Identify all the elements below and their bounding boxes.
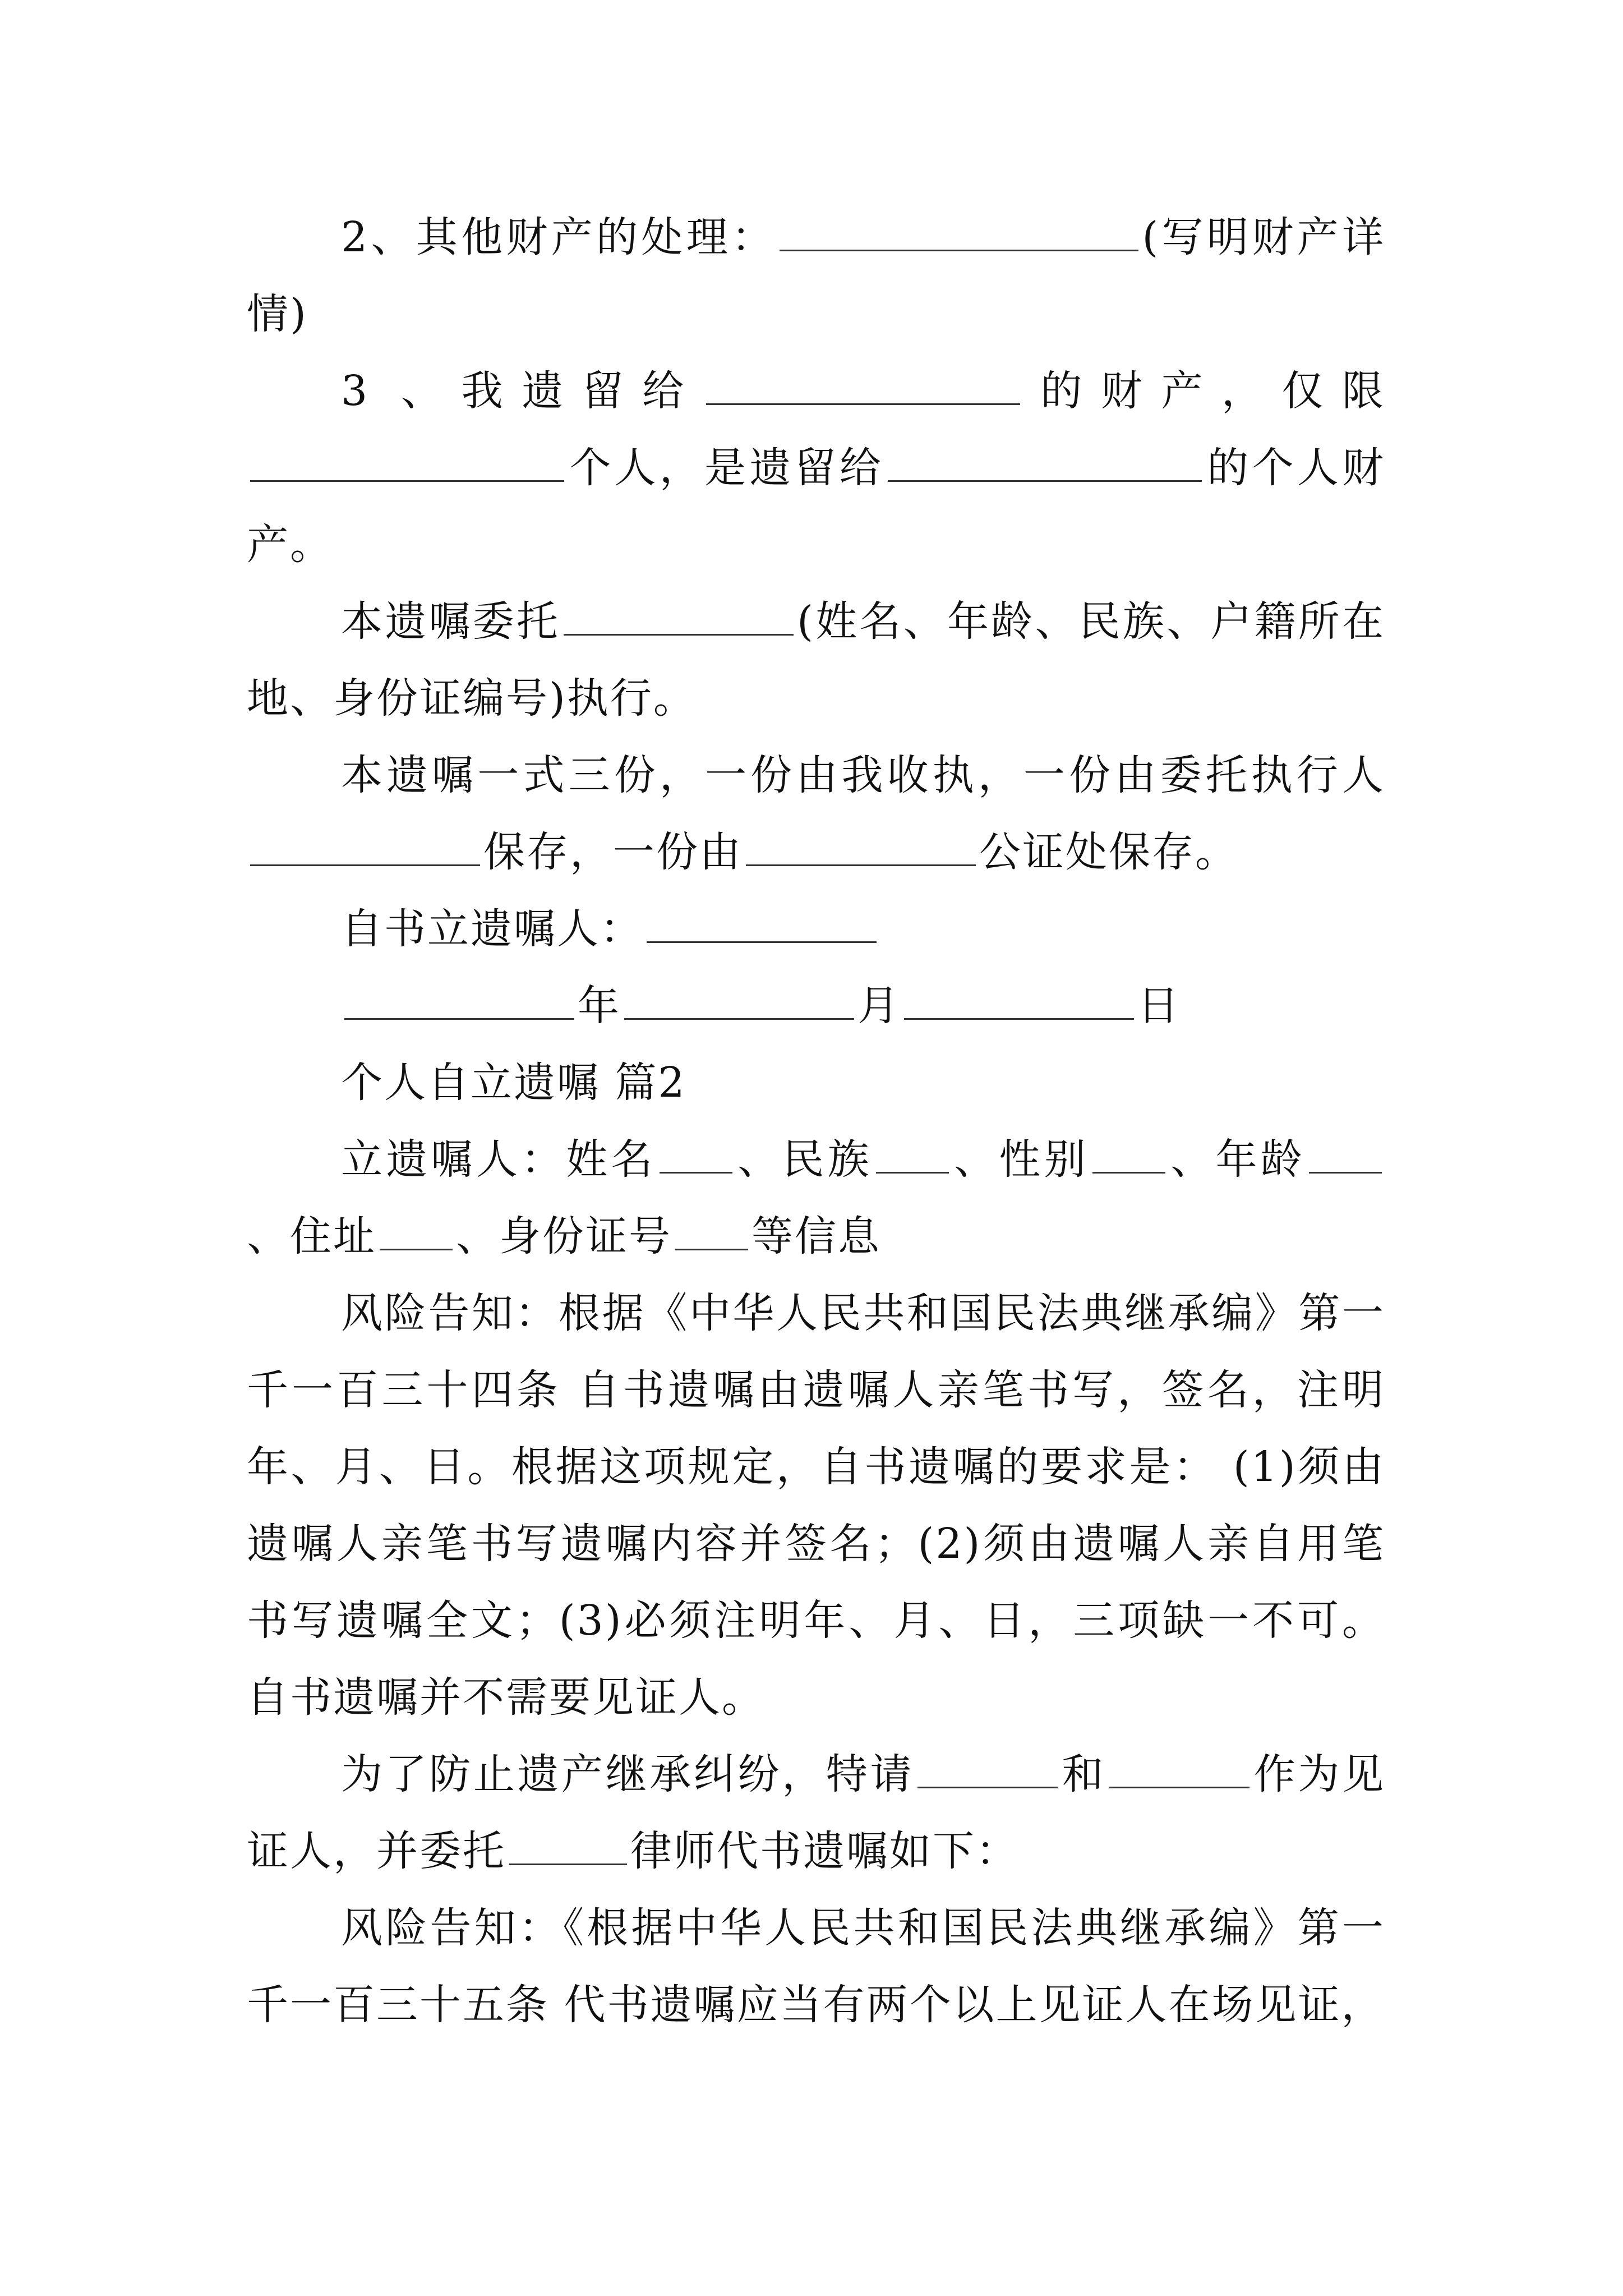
fill-blank bbox=[1309, 1137, 1382, 1174]
text-run: (姓名、年龄、民族、户籍所在地、身份证编号)执行。 bbox=[247, 597, 1386, 723]
section-title-text: 个人自立遗嘱 篇2 bbox=[341, 1059, 686, 1107]
text-run: 、住址 bbox=[247, 1212, 376, 1260]
paragraph-date-line bbox=[247, 968, 1385, 1045]
fill-blank bbox=[660, 1137, 732, 1174]
text-run: 个人，是遗留给 bbox=[568, 444, 884, 492]
fill-blank bbox=[888, 445, 1202, 482]
text-run: 和 bbox=[1061, 1750, 1106, 1798]
fill-blank bbox=[250, 445, 564, 482]
fill-blank bbox=[746, 830, 976, 866]
fill-blank bbox=[344, 983, 574, 1020]
text-run: 本遗嘱一式三份，一份由我收执，一份由委托执行人 bbox=[341, 751, 1385, 799]
paragraph-executor bbox=[247, 583, 1385, 737]
text-run: 自书立遗嘱人： bbox=[341, 905, 643, 953]
fill-blank bbox=[675, 1214, 748, 1250]
fill-blank bbox=[1109, 1752, 1249, 1788]
fill-blank bbox=[647, 907, 877, 943]
text-run: 、民族 bbox=[735, 1135, 873, 1184]
fill-blank bbox=[876, 1137, 949, 1174]
paragraph-testator-signature bbox=[247, 891, 1385, 968]
text-run: 2、其他财产的处理： bbox=[341, 213, 777, 261]
text-run: 风险告知：《根据中华人民共和国民法典继承编》第一千一百三十五条 代书遗嘱应当有两个以上见证人在场见证， bbox=[247, 1904, 1385, 2029]
paragraph-other-property bbox=[247, 199, 1385, 353]
text-run: 、年龄 bbox=[1168, 1135, 1306, 1184]
fill-blank bbox=[1092, 1137, 1165, 1174]
fill-blank bbox=[564, 599, 794, 636]
text-run: 公证处保存。 bbox=[979, 828, 1238, 876]
day-label: 日 bbox=[1137, 982, 1181, 1030]
fill-blank bbox=[780, 215, 1138, 251]
text-run: 为了防止遗产继承纠纷，特请 bbox=[341, 1750, 914, 1798]
text-run: 、身份证号 bbox=[456, 1212, 672, 1260]
text-run: 律师代书遗嘱如下： bbox=[630, 1827, 1019, 1875]
year-label: 年 bbox=[578, 982, 621, 1030]
paragraph-risk-notice-1 bbox=[247, 1275, 1385, 1736]
text-run: 的财产，仅限 bbox=[1023, 367, 1386, 415]
section-title bbox=[247, 1045, 1385, 1121]
paragraph-testator-info bbox=[247, 1121, 1385, 1275]
paragraph-copies bbox=[247, 737, 1385, 891]
fill-blank bbox=[904, 983, 1134, 1020]
text-run: 本遗嘱委托 bbox=[341, 597, 561, 646]
paragraph-witnesses bbox=[247, 1736, 1385, 1890]
fill-blank bbox=[706, 369, 1020, 405]
paragraph-bequest bbox=[247, 353, 1385, 583]
document-body bbox=[247, 199, 1385, 2044]
fill-blank bbox=[509, 1829, 627, 1865]
text-run: 风险告知：根据《中华人民共和国民法典继承编》第一千一百三十四条 自书遗嘱由遗嘱人亲笔书写，签名，注明年、月、日。根据这项规定，自书遗嘱的要求是： (1)须由遗嘱人亲笔书写遗嘱内容并签名；(2)须由遗嘱人亲自用笔书写遗嘱全文；(3)必须注明年、月、日，三项缺一不可。自书遗嘱并不需要见证人。 bbox=[247, 1289, 1385, 1722]
text-run: 立遗嘱人：姓名 bbox=[341, 1135, 656, 1184]
paragraph-risk-notice-2 bbox=[247, 1890, 1385, 2044]
fill-blank bbox=[380, 1214, 453, 1250]
text-run: (写明财产详情) bbox=[247, 213, 1385, 338]
fill-blank bbox=[917, 1752, 1058, 1788]
text-run: 3 、我遗留给 bbox=[341, 367, 703, 415]
text-run: 、性别 bbox=[952, 1135, 1089, 1184]
text-run: 等信息 bbox=[751, 1212, 881, 1260]
text-run: 保存，一份由 bbox=[483, 828, 743, 876]
text-run: 的个人财产。 bbox=[247, 444, 1385, 569]
fill-blank bbox=[250, 830, 480, 866]
fill-blank bbox=[624, 983, 854, 1020]
month-label: 月 bbox=[857, 982, 901, 1030]
text-run: 作为见证人，并委托 bbox=[247, 1750, 1386, 1875]
